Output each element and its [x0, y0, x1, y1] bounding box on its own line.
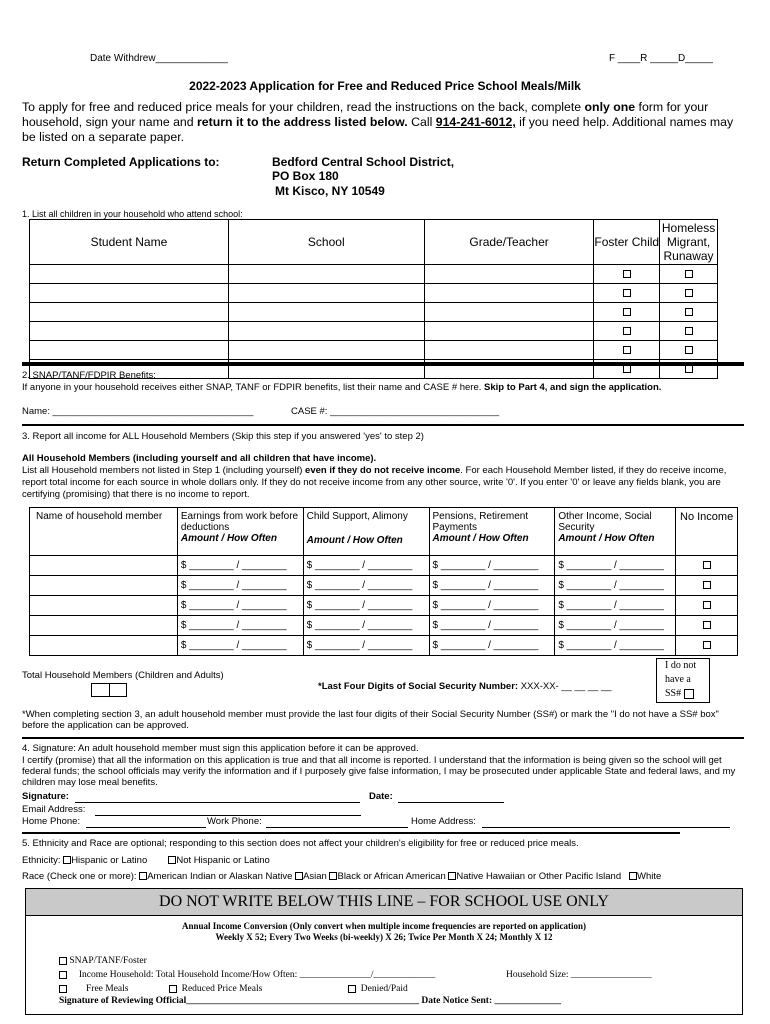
col-no-income: No Income [676, 508, 738, 556]
snap-checkbox[interactable] [59, 957, 67, 965]
income-table [29, 507, 738, 656]
foster-checkbox[interactable] [623, 346, 631, 354]
grade-cell[interactable] [424, 303, 594, 322]
race-asian-label: Asian [303, 871, 327, 882]
intro-only-one: only one [584, 100, 636, 114]
home-phone-label: Home Phone: [22, 816, 81, 827]
snap-name-field[interactable]: Name: ______________________________________ [22, 406, 254, 417]
date-line[interactable] [398, 802, 504, 803]
support-cell[interactable]: $ ________ / ________ [303, 616, 429, 636]
table-row [30, 303, 718, 322]
intro-paragraph [22, 100, 742, 145]
reviewer-signature-label: Signature of Reviewing Official [59, 996, 187, 1006]
ssn-label: *Last Four Digits of Social Security Number: [318, 681, 519, 692]
date-withdrew-field[interactable]: Date Withdrew_____________ [90, 53, 228, 64]
step3-bold-text: even if they do not receive income [305, 465, 461, 476]
hispanic-label: Hispanic or Latino [71, 855, 148, 866]
col-other-income: Other Income, Social Security Amount / How Often [555, 508, 676, 556]
table-row [30, 322, 718, 341]
no-income-checkbox[interactable] [703, 641, 711, 649]
earnings-cell[interactable]: $ ________ / ________ [177, 636, 303, 656]
no-ssn-box [656, 658, 710, 703]
step3-text-2: . For each Household Member listed, if they do receive income, report total income for each source in whole dollars only. If they do not receive income from any other source, write '0'. If you enter '0' or leave any fields blank, you are certifying (promising) that there is no income to report. [22, 465, 727, 500]
member-name-cell[interactable] [30, 636, 178, 656]
total-members-input[interactable] [91, 683, 127, 697]
foster-checkbox[interactable] [623, 289, 631, 297]
reviewer-signature-row [59, 996, 561, 1006]
denied-label: Denied/Paid [360, 984, 408, 994]
table-row [30, 284, 718, 303]
conversion-line-1: Annual Income Conversion (Only convert when multiple income frequencies are reported on application) [182, 921, 586, 931]
pension-cell[interactable]: $ ________ / ________ [429, 576, 555, 596]
other-income-cell[interactable]: $ ________ / ________ [555, 596, 676, 616]
intro-text-1: To apply for free and reduced price meals for your children, read the instructions on the back, complete [22, 100, 582, 114]
pension-cell[interactable]: $ ________ / ________ [429, 596, 555, 616]
homeless-checkbox[interactable] [685, 308, 693, 316]
intro-return-instruction: return it to the address listed below. [197, 115, 408, 129]
no-income-checkbox[interactable] [703, 601, 711, 609]
step3-label: 3. Report all income for ALL Household Members (Skip this step if you answered 'yes' to step 2) [22, 431, 424, 442]
email-label: Email Address: [22, 804, 86, 815]
step2-skip-text: Skip to Part 4, and sign the application. [484, 382, 662, 393]
home-phone-line[interactable] [86, 827, 206, 828]
step2-label: 2. SNAP/TANF/FDPIR Benefits: [22, 370, 156, 381]
intro-call: Call [411, 115, 433, 129]
pension-cell[interactable]: $ ________ / ________ [429, 556, 555, 576]
school-cell[interactable] [228, 303, 424, 322]
no-ssn-text-3: SS# [665, 688, 682, 699]
total-members-label: Total Household Members (Children and Adults) [22, 670, 224, 681]
support-cell[interactable]: $ ________ / ________ [303, 556, 429, 576]
table-row [30, 576, 738, 596]
col-homeless: Homeless Migrant, Runaway [660, 220, 718, 265]
income-blank[interactable]: _______________/_____________ [299, 970, 436, 980]
return-address-line3: Mt Kisco, NY 10549 [275, 184, 385, 198]
other-income-cell[interactable]: $ ________ / ________ [555, 556, 676, 576]
foster-checkbox[interactable] [623, 270, 631, 278]
step3-instructions [22, 465, 744, 501]
table-row [30, 596, 738, 616]
return-to-label: Return Completed Applications to: [22, 155, 220, 169]
school-cell[interactable] [228, 265, 424, 284]
foster-checkbox[interactable] [623, 327, 631, 335]
col-household-member: Name of household member [30, 508, 178, 556]
step3-text-1: List all Household members not listed in Step 1 (including yourself) [22, 465, 303, 476]
no-income-checkbox[interactable] [703, 561, 711, 569]
ssn-value[interactable]: XXX-XX- __ __ __ __ [520, 681, 612, 692]
reduced-meals-label: Reduced Price Meals [181, 984, 263, 994]
table-row [30, 616, 738, 636]
snap-case-field[interactable]: CASE #: ________________________________ [291, 406, 500, 417]
date-label: Date: [369, 791, 393, 802]
other-income-cell[interactable]: $ ________ / ________ [555, 616, 676, 636]
reviewer-signature-line[interactable]: _________________________________________________ [186, 996, 420, 1006]
snap-row [59, 956, 147, 966]
step2-text: If anyone in your household receives either SNAP, TANF or FDPIR benefits, list their name and CASE # here. [22, 382, 482, 393]
income-table-header [30, 508, 738, 556]
no-ssn-text-1: I do not [665, 660, 697, 671]
denied-checkbox[interactable] [348, 985, 356, 993]
date-notice-sent-field[interactable]: Date Notice Sent: ______________ [421, 996, 561, 1006]
col-pensions: Pensions, Retirement Payments Amount / How Often [429, 508, 555, 556]
grade-cell[interactable] [424, 341, 594, 360]
no-income-checkbox[interactable] [703, 621, 711, 629]
support-cell[interactable]: $ ________ / ________ [303, 576, 429, 596]
race-pacific-label: Native Hawaiian or Other Pacific Island [456, 871, 622, 882]
student-name-cell[interactable] [30, 265, 229, 284]
race-black-label: Black or African American [337, 871, 446, 882]
step5-label: 5. Ethnicity and Race are optional; responding to this section does not affect your children's eligibility for free or reduced price meals. [22, 838, 579, 849]
section-divider [22, 737, 744, 739]
homeless-checkbox[interactable] [685, 270, 693, 278]
school-cell[interactable] [228, 322, 424, 341]
table-row [30, 556, 738, 576]
school-cell[interactable] [228, 284, 424, 303]
ssn-note: *When completing section 3, an adult household member must provide the last four digits of their Social Security Number (SS#) or mark the "I do not have a SS# box" before the application can be approved. [22, 709, 719, 731]
not-hispanic-label: Not Hispanic or Latino [176, 855, 270, 866]
table-row [30, 341, 718, 360]
children-table [29, 219, 718, 379]
earnings-cell[interactable]: $ ________ / ________ [177, 576, 303, 596]
income-household-label: Income Household: Total Household Income/How Often: [78, 970, 298, 980]
earnings-cell[interactable]: $ ________ / ________ [177, 596, 303, 616]
student-name-cell[interactable] [30, 341, 229, 360]
foster-checkbox[interactable] [623, 308, 631, 316]
help-phone-number: 914-241-6012, [435, 115, 516, 129]
support-cell[interactable]: $ ________ / ________ [303, 636, 429, 656]
intro-text-3: if you need help. Additional names may be listed on a separate paper. [22, 115, 734, 144]
student-name-cell[interactable] [30, 322, 229, 341]
intro-text-2: form for your household, sign your name and [22, 100, 709, 129]
col-student-name: Student Name [30, 220, 229, 265]
ssn-field[interactable] [318, 681, 612, 692]
free-meals-checkbox[interactable] [59, 985, 67, 993]
work-phone-label: Work Phone: [207, 816, 262, 827]
grade-cell[interactable] [424, 284, 594, 303]
snap-label: SNAP/TANF/Foster [69, 956, 147, 966]
earnings-cell[interactable]: $ ________ / ________ [177, 616, 303, 636]
race-white-label: White [637, 871, 662, 882]
hispanic-checkbox[interactable] [63, 856, 71, 864]
table-row [30, 636, 738, 656]
free-meals-label: Free Meals [86, 984, 129, 994]
no-income-checkbox[interactable] [703, 581, 711, 589]
step2-instructions [22, 382, 661, 393]
student-name-cell[interactable] [30, 284, 229, 303]
return-address-line2: PO Box 180 [272, 169, 339, 183]
race-label: Race (Check one or more): [22, 871, 137, 882]
member-name-cell[interactable] [30, 596, 178, 616]
home-address-line[interactable] [482, 827, 730, 828]
member-name-cell[interactable] [30, 616, 178, 636]
col-foster-child: Foster Child [594, 220, 660, 265]
homeless-checkbox[interactable] [685, 346, 693, 354]
school-cell[interactable] [228, 341, 424, 360]
member-name-cell[interactable] [30, 556, 178, 576]
denied-row [348, 984, 408, 994]
step4-label: 4. Signature: An adult household member must sign this application before it can be approved. [22, 743, 419, 754]
col-school: School [228, 220, 424, 265]
col-grade-teacher: Grade/Teacher [424, 220, 594, 265]
reduced-meals-checkbox[interactable] [169, 985, 177, 993]
children-table-header [30, 220, 718, 265]
student-name-cell[interactable] [30, 303, 229, 322]
conversion-line-2: Weekly X 52; Every Two Weeks (bi-weekly) X 26; Twice Per Month X 24; Monthly X 12 [215, 932, 553, 942]
page-title: 2022-2023 Application for Free and Reduced Price School Meals/Milk [189, 79, 581, 93]
ethnicity-label: Ethnicity: [22, 855, 61, 866]
other-income-cell[interactable]: $ ________ / ________ [555, 576, 676, 596]
homeless-checkbox[interactable] [685, 327, 693, 335]
table-row [30, 265, 718, 284]
grade-cell[interactable] [424, 265, 594, 284]
section-divider [22, 362, 744, 366]
step3-heading: All Household Members (including yourself and all children that have income). [22, 453, 377, 464]
signature-label: Signature: [22, 791, 69, 802]
income-household-checkbox[interactable] [59, 971, 67, 979]
section-divider [22, 424, 744, 426]
section-divider [22, 832, 680, 834]
grade-cell[interactable] [424, 322, 594, 341]
support-cell[interactable]: $ ________ / ________ [303, 596, 429, 616]
no-ssn-checkbox[interactable] [684, 689, 694, 699]
office-use-box [25, 888, 743, 1015]
determination-row [59, 984, 262, 994]
pension-cell[interactable]: $ ________ / ________ [429, 636, 555, 656]
member-name-cell[interactable] [30, 576, 178, 596]
no-ssn-text-2: have a [665, 674, 691, 685]
race-white-checkbox[interactable] [629, 872, 637, 880]
signature-line[interactable] [75, 802, 360, 803]
other-income-cell[interactable]: $ ________ / ________ [555, 636, 676, 656]
earnings-cell[interactable]: $ ________ / ________ [177, 556, 303, 576]
office-use-banner: DO NOT WRITE BELOW THIS LINE – FOR SCHOOL USE ONLY [26, 889, 742, 916]
race-row [22, 871, 661, 882]
homeless-checkbox[interactable] [685, 289, 693, 297]
frd-field[interactable]: F ____R _____D_____ [609, 53, 713, 64]
pension-cell[interactable]: $ ________ / ________ [429, 616, 555, 636]
certification-text: I certify (promise) that all the information on this application is true and that all income is reported. I understand that the information is being given so the school will get federal funds; the school officials may verify the information and if I purposely give false information, I may be prosecuted under applicable State and federal laws, and my children may lose meal benefits. [22, 755, 736, 788]
ethnicity-row [22, 855, 270, 866]
home-address-label: Home Address: [411, 816, 476, 827]
col-earnings: Earnings from work before deductions Amount / How Often [177, 508, 303, 556]
step1-label: 1. List all children in your household who attend school: [22, 209, 243, 219]
return-address-line1: Bedford Central School District, [272, 155, 455, 169]
household-size-field[interactable]: Household Size: _________________ [506, 970, 652, 980]
race-asian-checkbox[interactable] [295, 872, 303, 880]
col-child-support: Child Support, Alimony Amount / How Often [303, 508, 429, 556]
work-phone-line[interactable] [266, 827, 408, 828]
race-native-american-label: American Indian or Alaskan Native [147, 871, 293, 882]
income-household-row [59, 970, 435, 980]
